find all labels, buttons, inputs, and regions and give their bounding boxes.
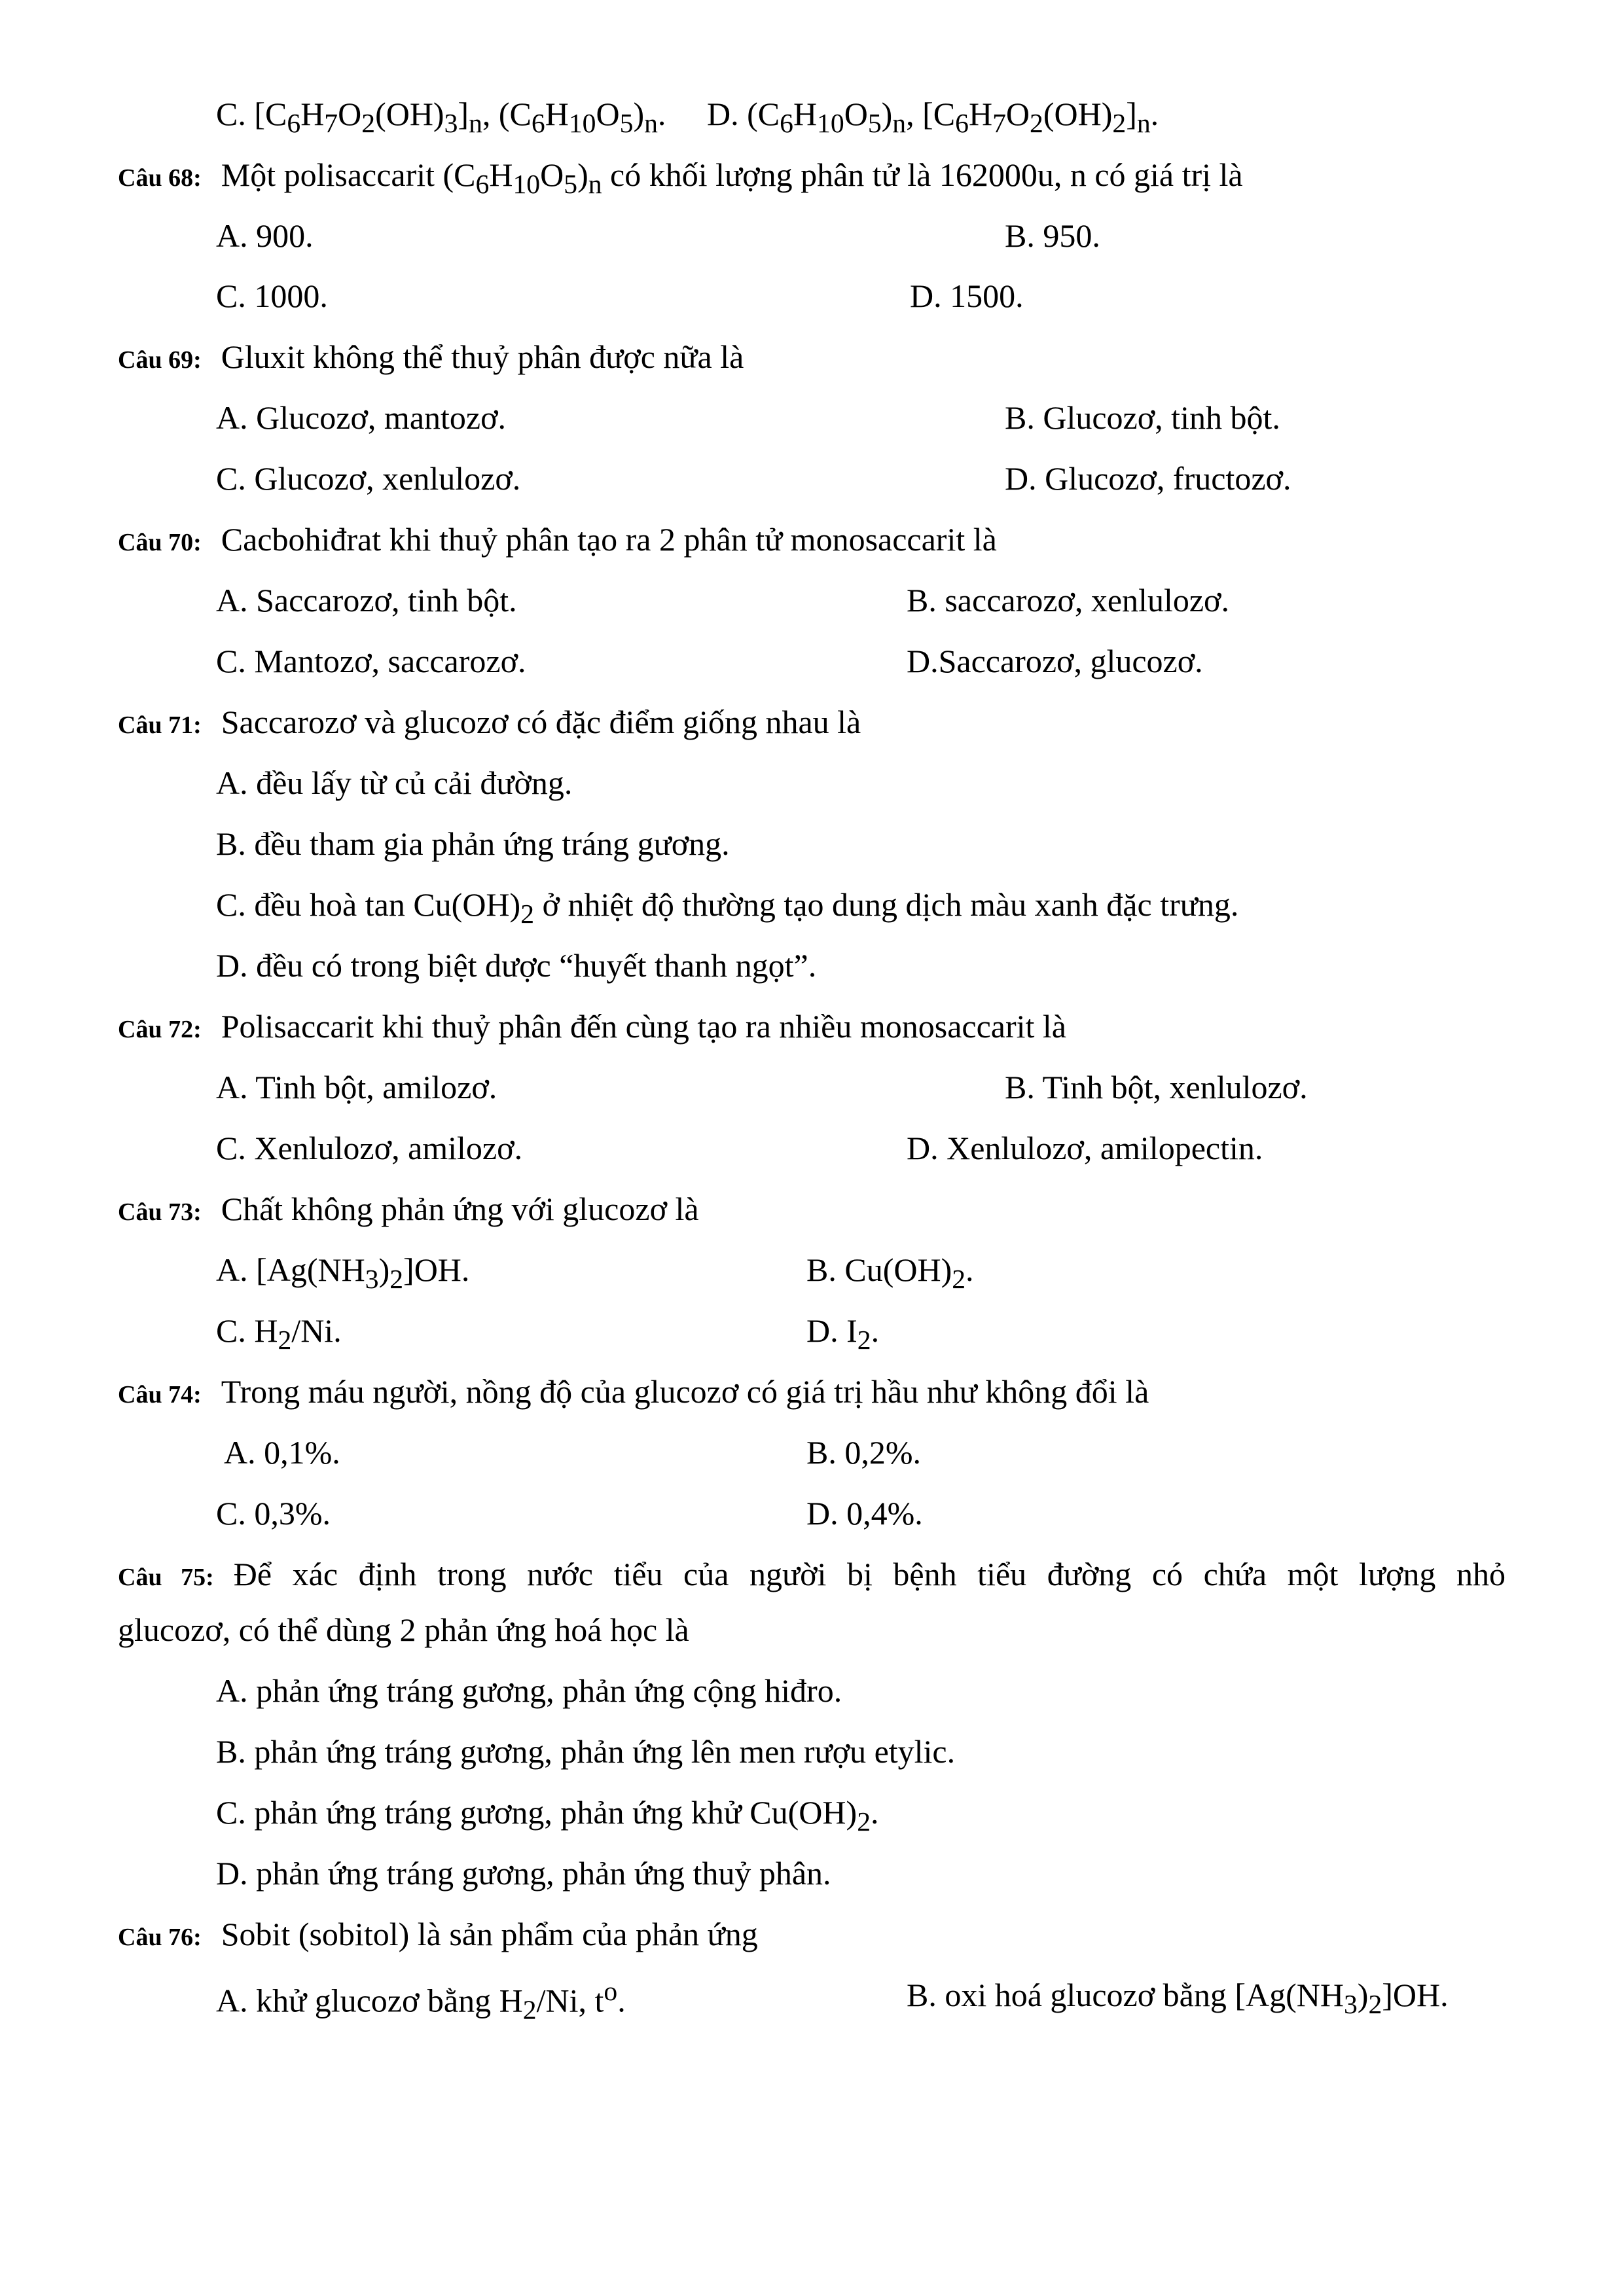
question-number: Câu 76: [118,1924,202,1951]
answer-option: A. đều lấy từ củ cải đường. [216,764,573,801]
answer-option: A. Saccarozơ, tinh bột. [216,582,517,619]
text-line [0,1613,1624,1653]
answer-option: C. Glucozơ, xenlulozơ. [216,460,521,497]
question-number: Câu 69: [118,346,202,374]
answer-option: B. 950. [1005,217,1100,254]
answer-option: C. $H_2/Ni$. [216,1312,342,1355]
answer-option: B. phản ứng tráng gương, phản ứng lên men rượu etylic. [216,1733,956,1770]
answer-option: D. phản ứng tráng gương, phản ứng thuỷ phân. [216,1855,831,1892]
text-line [0,98,1624,137]
answer-option: A. Tinh bột, amilozơ. [216,1069,497,1105]
question-q70 [118,523,997,562]
answer-option: C. Xenlulozơ, amilozơ. [216,1130,523,1166]
answer-option: B. đều tham gia phản ứng tráng gương. [216,825,730,862]
text-line [0,1497,1624,1536]
question-q71 [118,706,861,745]
answer-option: D. 0,4%. [806,1495,923,1532]
answer-option: B. $Cu(OH)_2$. [806,1251,974,1295]
answer-option: A. Glucozơ, mantozơ. [216,399,507,436]
question-q68 [118,158,1243,198]
text-line [0,462,1624,501]
question-q74 [118,1375,1149,1414]
answer-option: D. $I_2$. [806,1312,880,1355]
text-line [0,888,1624,927]
question-text: Polisaccarit khi thuỷ phân đến cùng tạo ra nhiều monosaccarit là [221,1008,1066,1045]
text-line [0,279,1624,319]
answer-option: D. Glucozơ, fructozơ. [1005,460,1291,497]
text-line [0,1314,1624,1354]
question-number: Câu 70: [118,529,202,556]
answer-option: C. phản ứng tráng gương, phản ứng khử $Cu(OH)_2$. [216,1794,879,1837]
answer-option: A. $[Ag(NH_3)_2]OH$. [216,1251,470,1295]
question-number: Câu 71: [118,711,202,739]
question-text: Saccarozơ và glucozơ có đặc điểm giống nhau là [221,704,861,740]
text-line [0,827,1624,867]
answer-option: C. Mantozơ, saccarozơ. [216,643,526,679]
text-line [0,584,1624,623]
question-number: Câu 73: [118,1198,202,1226]
text-line [0,1977,1624,2026]
question-text: Gluxit không thể thuỷ phân được nữa là [221,338,744,375]
answer-option: C. 0,3%. [216,1495,331,1532]
text-line [0,1857,1624,1896]
text-line [0,1735,1624,1774]
answer-option: B. Tinh bột, xenlulozơ. [1005,1069,1308,1105]
answer-option: B. Glucozơ, tinh bột. [1005,399,1280,436]
answer-option: B. 0,2%. [806,1434,921,1471]
text-line [0,1796,1624,1835]
text-line [0,1132,1624,1171]
answer-option: C. đều hoà $\tan Cu(OH)_2$ ở nhiệt độ thường tạo dung dịch màu xanh đặc trưng. [216,886,1239,929]
text-line [0,766,1624,806]
answer-option: B. saccarozơ, xenlulozơ. [907,582,1229,619]
text-line [0,645,1624,684]
text-line [0,1436,1624,1475]
question-text: Sobit (sobitol) là sản phẩm của phản ứng [221,1916,758,1952]
question-text: Chất không phản ứng với glucozơ là [221,1191,699,1227]
question-number: Câu 68: [118,164,202,192]
text-line [0,949,1624,988]
answer-option: D. đều có trong biệt dược “huyết thanh ngọt”. [216,947,817,984]
answer-option: B. oxi hoá glucozơ bằng $[Ag(NH_3)_2]OH$. [907,1977,1449,2020]
text-line [0,219,1624,259]
text-line [0,1071,1624,1110]
question-number: Câu 74: [118,1381,202,1408]
text-line [0,401,1624,440]
question-q73 [118,1193,699,1232]
question-text: Trong máu người, nồng độ của glucozơ có giá trị hầu như không đổi là [221,1373,1149,1410]
answer-option: D. $(C_6H_{10}O_5)_n$, $[C_6H_7O_2(OH)_2]_n$. [707,96,1159,139]
question-text: Để xác định trong nước tiểu của người bị bệnh tiểu đường có chứa một lượng nhỏ [233,1556,1506,1592]
text-line [0,1674,1624,1713]
question-q72 [118,1010,1066,1049]
text-line [0,1253,1624,1293]
answer-option: D.Saccarozơ, glucozơ. [907,643,1203,679]
answer-option: A. 900. [216,217,314,254]
answer-option: A. 0,1%. [224,1434,340,1471]
answer-option: D. 1500. [910,278,1024,314]
question-q75 [118,1558,1506,1597]
question-text: Một polisaccarit $(C_6H_{10}O_5)_n$ có khối lượng phân tử là 162000u, n có giá trị là [221,156,1243,200]
answer-option: A. khử glucozơ bằng $H_2/Ni$, $t^o$. [216,1977,626,2026]
question-text: Cacbohiđrat khi thuỷ phân tạo ra 2 phân tử monosaccarit là [221,521,997,558]
question-number: Câu 75: [118,1564,214,1591]
answer-option: D. Xenlulozơ, amilopectin. [907,1130,1263,1166]
answer-option: glucozơ, có thể dùng 2 phản ứng hoá học là [118,1611,689,1648]
question-q76 [118,1918,758,1957]
answer-option: C. 1000. [216,278,328,314]
question-q69 [118,340,744,380]
question-number: Câu 72: [118,1016,202,1043]
answer-option: A. phản ứng tráng gương, phản ứng cộng hiđro. [216,1672,842,1709]
answer-option: C. $[C_6H_7O_2(OH)_3]_n$, $(C_6H_{10}O_5)_n$. [216,96,666,139]
